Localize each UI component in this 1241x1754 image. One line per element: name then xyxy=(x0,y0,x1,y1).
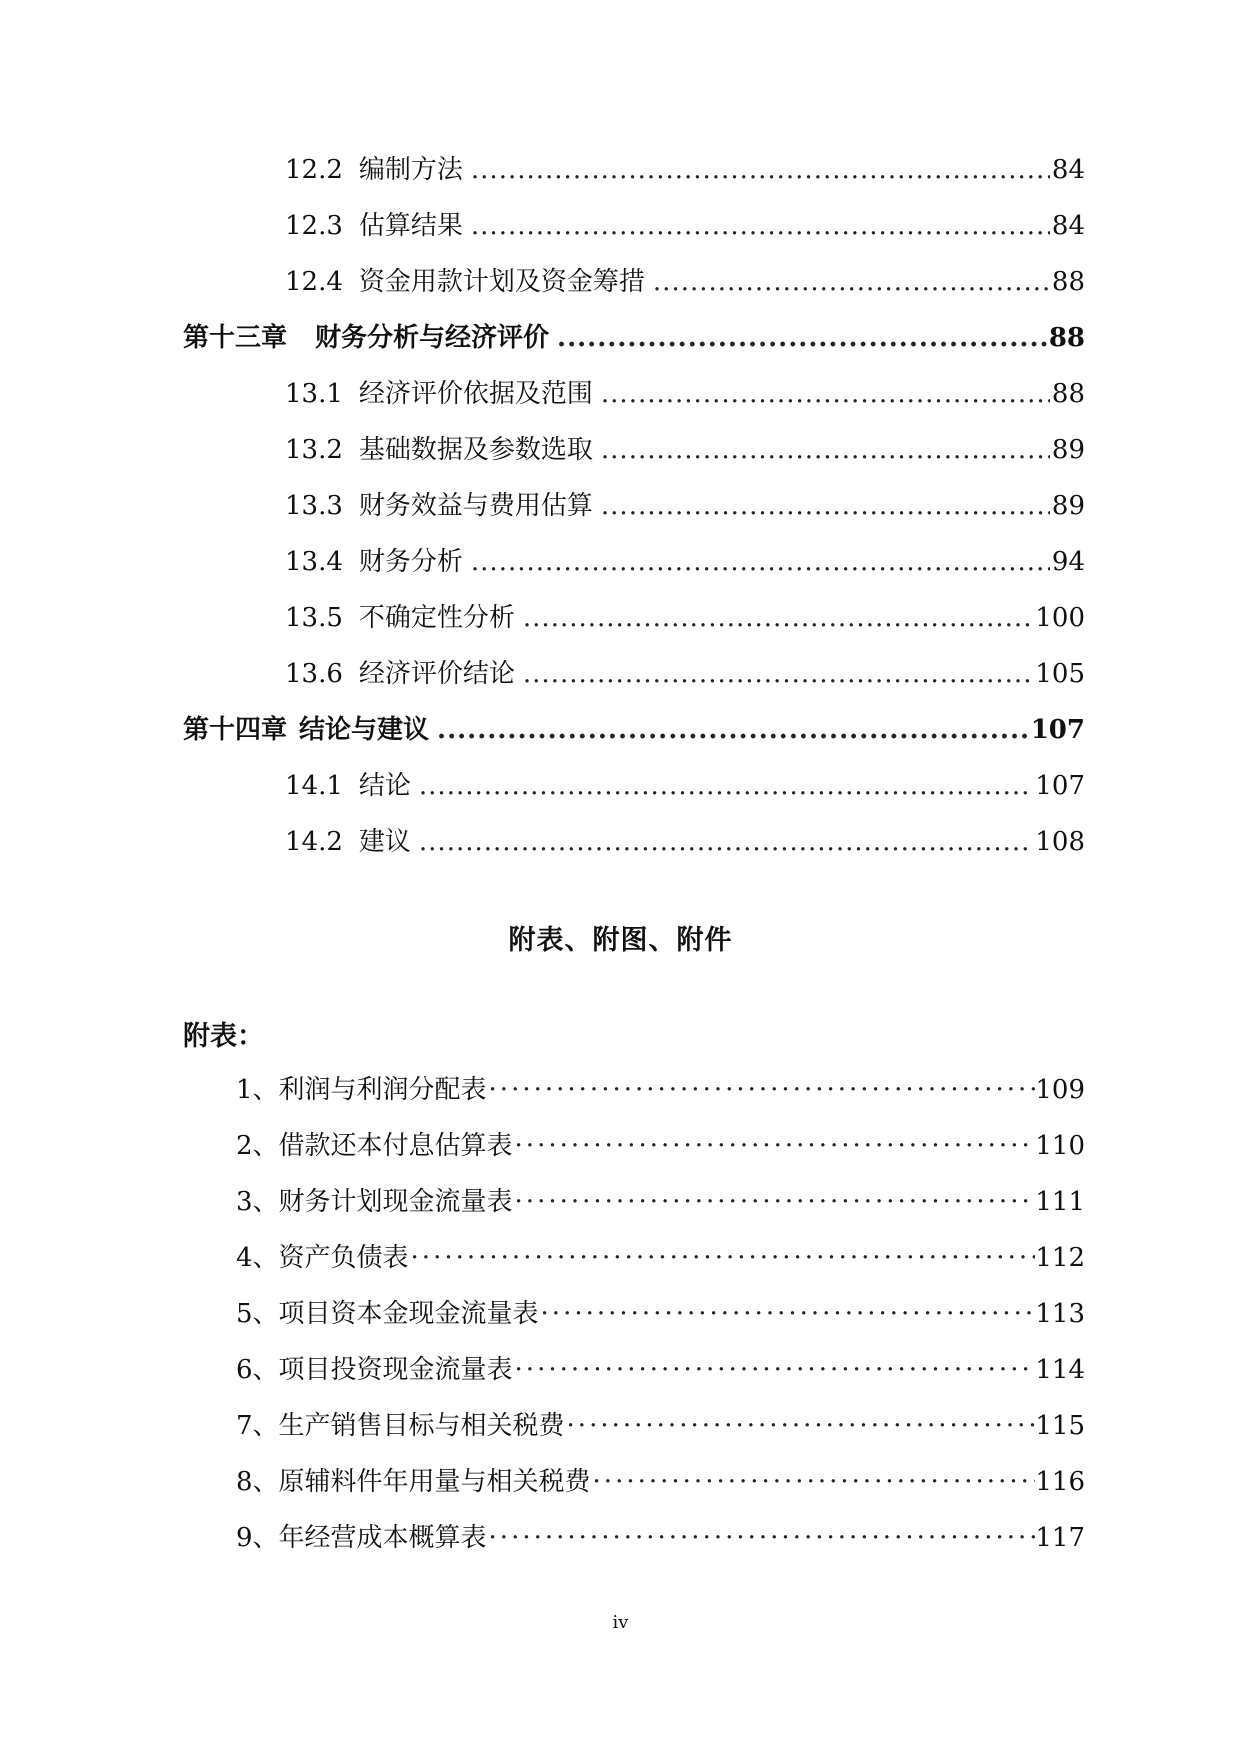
toc-entry-13-2[interactable] xyxy=(285,430,1085,470)
toc-entry-number: 12.2 xyxy=(285,155,343,185)
chapter-page: 107 xyxy=(1030,715,1085,745)
toc-entry-page: 84 xyxy=(1051,155,1085,185)
dot-leader xyxy=(515,1350,1036,1390)
dot-leader xyxy=(523,598,1033,638)
toc-entry-title: 不确定性分析 xyxy=(358,603,515,633)
toc-entry-title: 经济评价依据及范围 xyxy=(358,379,593,409)
toc-entry-title: 建议 xyxy=(358,827,411,857)
toc-entry-number: 13.6 xyxy=(285,659,343,689)
appendix-item-3[interactable] xyxy=(236,1182,1085,1222)
appendix-item-page: 109 xyxy=(1035,1075,1085,1105)
toc-entry-number: 12.3 xyxy=(285,211,343,241)
toc-entry-page: 107 xyxy=(1035,771,1085,801)
appendix-item-page: 114 xyxy=(1035,1355,1085,1385)
dot-leader xyxy=(557,318,1047,358)
appendix-item-title: 9、年经营成本概算表 xyxy=(236,1523,487,1553)
appendix-item-title: 5、项目资本金现金流量表 xyxy=(236,1299,539,1329)
toc-entry-number: 14.2 xyxy=(285,827,343,857)
dot-leader xyxy=(419,822,1033,862)
toc-entry-title: 经济评价结论 xyxy=(358,659,515,689)
toc-entry-title: 结论 xyxy=(358,771,411,801)
chapter-title: 财务分析与经济评价 xyxy=(315,323,550,353)
chapter-title: 结论与建议 xyxy=(299,715,430,745)
appendix-item-page: 110 xyxy=(1035,1131,1085,1161)
dot-leader xyxy=(471,206,1050,246)
appendix-item-9[interactable] xyxy=(236,1518,1085,1558)
appendix-item-title: 2、借款还本付息估算表 xyxy=(236,1131,513,1161)
toc-entry-page: 88 xyxy=(1051,267,1085,297)
appendix-item-7[interactable] xyxy=(236,1406,1085,1446)
dot-leader xyxy=(601,374,1050,414)
toc-entry-number: 13.3 xyxy=(285,491,343,521)
dot-leader xyxy=(567,1406,1036,1446)
appendix-item-2[interactable] xyxy=(236,1126,1085,1166)
toc-entry-13-6[interactable] xyxy=(285,654,1085,694)
dot-leader xyxy=(541,1294,1036,1334)
toc-entry-title: 财务分析 xyxy=(358,547,463,577)
toc-entry-13-1[interactable] xyxy=(285,374,1085,414)
appendix-item-page: 113 xyxy=(1035,1299,1085,1329)
appendix-item-title: 4、资产负债表 xyxy=(236,1243,409,1273)
dot-leader xyxy=(523,654,1033,694)
dot-leader xyxy=(437,710,1029,750)
toc-entry-12-3[interactable] xyxy=(285,206,1085,246)
toc-entry-number: 13.1 xyxy=(285,379,343,409)
appendix-heading: 附表、附图、附件 xyxy=(508,925,733,956)
toc-entry-title: 基础数据及参数选取 xyxy=(358,435,593,465)
toc-entry-page: 94 xyxy=(1051,547,1085,577)
dot-leader xyxy=(515,1182,1036,1222)
dot-leader xyxy=(471,150,1050,190)
dot-leader xyxy=(419,766,1033,806)
toc-entry-page: 89 xyxy=(1051,491,1085,521)
dot-leader xyxy=(593,1462,1036,1502)
toc-entry-title: 估算结果 xyxy=(358,211,463,241)
toc-entry-number: 13.5 xyxy=(285,603,343,633)
appendix-item-title: 3、财务计划现金流量表 xyxy=(236,1187,513,1217)
dot-leader xyxy=(601,486,1050,526)
chapter-label: 第十四章 xyxy=(183,715,288,745)
toc-entry-14-1[interactable] xyxy=(285,766,1085,806)
toc-entry-title: 财务效益与费用估算 xyxy=(358,491,593,521)
dot-leader xyxy=(489,1518,1036,1558)
toc-entry-14-2[interactable] xyxy=(285,822,1085,862)
dot-leader xyxy=(471,542,1050,582)
toc-entry-page: 108 xyxy=(1035,827,1085,857)
appendix-item-5[interactable] xyxy=(236,1294,1085,1334)
toc-chapter-13[interactable] xyxy=(183,318,1085,358)
toc-entry-page: 88 xyxy=(1051,379,1085,409)
toc-entry-13-4[interactable] xyxy=(285,542,1085,582)
appendix-item-8[interactable] xyxy=(236,1462,1085,1502)
dot-leader xyxy=(653,262,1050,302)
page-number: iv xyxy=(612,1612,629,1633)
appendix-item-page: 111 xyxy=(1035,1187,1085,1217)
toc-entry-title: 资金用款计划及资金筹措 xyxy=(358,267,645,297)
appendix-item-title: 6、项目投资现金流量表 xyxy=(236,1355,513,1385)
appendix-item-page: 115 xyxy=(1035,1411,1085,1441)
toc-entry-number: 13.2 xyxy=(285,435,343,465)
chapter-label: 第十三章 xyxy=(183,323,288,353)
appendix-item-6[interactable] xyxy=(236,1350,1085,1390)
toc-entry-number: 13.4 xyxy=(285,547,343,577)
toc-entry-number: 12.4 xyxy=(285,267,343,297)
toc-entry-13-5[interactable] xyxy=(285,598,1085,638)
appendix-item-page: 112 xyxy=(1035,1243,1085,1273)
appendix-item-4[interactable] xyxy=(236,1238,1085,1278)
toc-entry-page: 105 xyxy=(1035,659,1085,689)
appendix-item-1[interactable] xyxy=(236,1070,1085,1110)
toc-entry-12-4[interactable] xyxy=(285,262,1085,302)
dot-leader xyxy=(411,1238,1036,1278)
toc-entry-title: 编制方法 xyxy=(358,155,463,185)
dot-leader xyxy=(601,430,1050,470)
toc-entry-page: 84 xyxy=(1051,211,1085,241)
toc-entry-13-3[interactable] xyxy=(285,486,1085,526)
appendix-item-title: 1、利润与利润分配表 xyxy=(236,1075,487,1105)
toc-entry-12-2[interactable] xyxy=(285,150,1085,190)
appendix-item-page: 116 xyxy=(1035,1467,1085,1497)
dot-leader xyxy=(515,1126,1036,1166)
toc-entry-page: 100 xyxy=(1035,603,1085,633)
appendix-group-label: 附表： xyxy=(183,1021,264,1052)
toc-chapter-14[interactable] xyxy=(183,710,1085,750)
toc-entry-page: 89 xyxy=(1051,435,1085,465)
toc-entry-number: 14.1 xyxy=(285,771,343,801)
chapter-page: 88 xyxy=(1048,323,1085,353)
appendix-item-title: 8、原辅料件年用量与相关税费 xyxy=(236,1467,591,1497)
appendix-item-title: 7、生产销售目标与相关税费 xyxy=(236,1411,565,1441)
appendix-item-page: 117 xyxy=(1035,1523,1085,1553)
dot-leader xyxy=(489,1070,1036,1110)
